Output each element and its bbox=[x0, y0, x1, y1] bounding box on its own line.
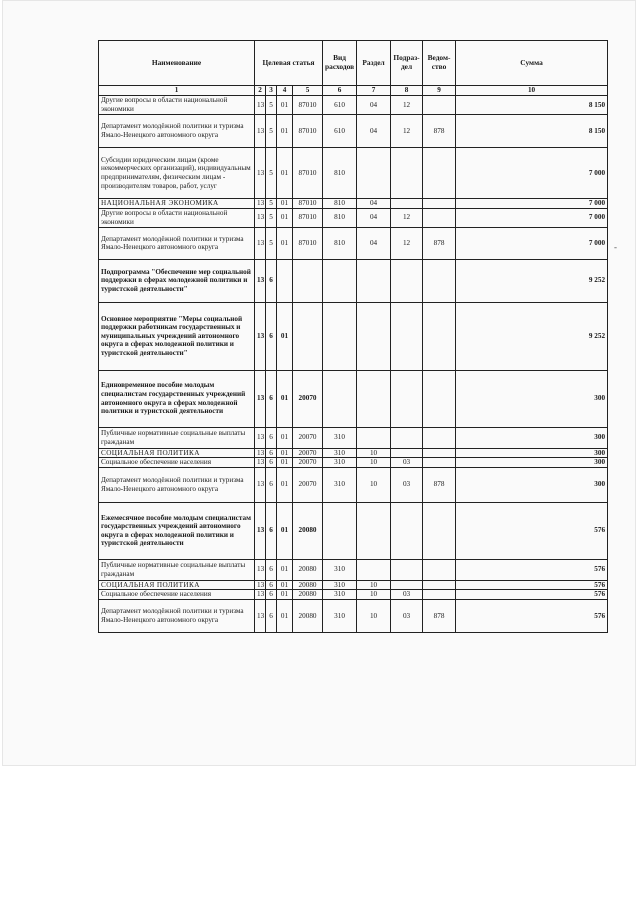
target-article-program: 13 bbox=[255, 458, 266, 468]
amount: 7 000 bbox=[456, 148, 608, 199]
target-article-subprogram: 6 bbox=[266, 302, 277, 370]
target-article-direction: 20080 bbox=[293, 502, 323, 559]
table-row bbox=[99, 427, 608, 448]
department bbox=[423, 370, 456, 427]
target-article-subprogram: 6 bbox=[266, 502, 277, 559]
target-article-direction: 87010 bbox=[293, 199, 323, 209]
target-article-subprogram: 6 bbox=[266, 467, 277, 502]
table-row bbox=[99, 458, 608, 468]
section: 04 bbox=[357, 199, 391, 209]
target-article-direction: 20070 bbox=[293, 467, 323, 502]
amount: 7 000 bbox=[456, 199, 608, 209]
expense-type: 610 bbox=[323, 115, 357, 148]
target-article-program: 13 bbox=[255, 370, 266, 427]
target-article-subprogram: 5 bbox=[266, 115, 277, 148]
target-article-program: 13 bbox=[255, 599, 266, 632]
target-article-subprogram: 5 bbox=[266, 96, 277, 115]
expense-type: 310 bbox=[323, 590, 357, 600]
target-article-activity: 01 bbox=[277, 96, 293, 115]
row-name: Департамент молодёжной политики и туризма Ямало-Ненецкого автономного округа bbox=[99, 599, 255, 632]
department bbox=[423, 302, 456, 370]
target-article-activity: 01 bbox=[277, 590, 293, 600]
target-article-direction: 20080 bbox=[293, 559, 323, 580]
department bbox=[423, 96, 456, 115]
table-row bbox=[99, 199, 608, 209]
target-article-program: 13 bbox=[255, 448, 266, 458]
target-article-subprogram: 6 bbox=[266, 599, 277, 632]
target-article-activity: 01 bbox=[277, 448, 293, 458]
department bbox=[423, 559, 456, 580]
amount: 8 150 bbox=[456, 115, 608, 148]
column-number: 5 bbox=[293, 86, 323, 96]
target-article-subprogram: 5 bbox=[266, 227, 277, 259]
table-row bbox=[99, 370, 608, 427]
target-article-direction: 20080 bbox=[293, 599, 323, 632]
section: 10 bbox=[357, 467, 391, 502]
row-name: Другие вопросы в области национальной экономики bbox=[99, 208, 255, 227]
table-row bbox=[99, 115, 608, 148]
target-article-subprogram: 6 bbox=[266, 458, 277, 468]
section: 10 bbox=[357, 590, 391, 600]
table-row bbox=[99, 227, 608, 259]
row-name: Департамент молодёжной политики и туризма Ямало-Ненецкого автономного округа bbox=[99, 115, 255, 148]
header-target-article: Целевая статья bbox=[255, 41, 323, 86]
section bbox=[357, 427, 391, 448]
target-article-subprogram: 6 bbox=[266, 580, 277, 590]
amount: 576 bbox=[456, 580, 608, 590]
department bbox=[423, 448, 456, 458]
department bbox=[423, 580, 456, 590]
subsection bbox=[391, 199, 423, 209]
target-article-program: 13 bbox=[255, 259, 266, 302]
column-number: 10 bbox=[456, 86, 608, 96]
expense-type bbox=[323, 259, 357, 302]
subsection bbox=[391, 559, 423, 580]
column-number: 3 bbox=[266, 86, 277, 96]
row-name: Департамент молодёжной политики и туризма Ямало-Ненецкого автономного округа bbox=[99, 227, 255, 259]
target-article-program: 13 bbox=[255, 467, 266, 502]
subsection: 12 bbox=[391, 115, 423, 148]
target-article-program: 13 bbox=[255, 559, 266, 580]
row-name: Социальное обеспечение населения bbox=[99, 458, 255, 468]
department bbox=[423, 259, 456, 302]
target-article-direction: 20070 bbox=[293, 448, 323, 458]
column-number: 9 bbox=[423, 86, 456, 96]
subsection bbox=[391, 148, 423, 199]
section bbox=[357, 148, 391, 199]
section: 10 bbox=[357, 580, 391, 590]
row-name: Публичные нормативные социальные выплаты гражданам bbox=[99, 427, 255, 448]
target-article-activity: 01 bbox=[277, 302, 293, 370]
subsection: 03 bbox=[391, 458, 423, 468]
section: 04 bbox=[357, 227, 391, 259]
target-article-program: 13 bbox=[255, 590, 266, 600]
target-article-direction bbox=[293, 302, 323, 370]
target-article-subprogram: 6 bbox=[266, 427, 277, 448]
subsection bbox=[391, 370, 423, 427]
amount: 300 bbox=[456, 448, 608, 458]
section bbox=[357, 370, 391, 427]
target-article-activity bbox=[277, 259, 293, 302]
row-name: Ежемесячное пособие молодым специалистам государственных учреждений автономного округа в сферах молодежной политики и туристской деятельности bbox=[99, 502, 255, 559]
amount: 300 bbox=[456, 370, 608, 427]
row-name: Социальное обеспечение населения bbox=[99, 590, 255, 600]
column-numbers-row bbox=[99, 86, 608, 96]
expense-type: 310 bbox=[323, 448, 357, 458]
target-article-activity: 01 bbox=[277, 370, 293, 427]
table-row bbox=[99, 599, 608, 632]
table-row bbox=[99, 580, 608, 590]
target-article-activity: 01 bbox=[277, 580, 293, 590]
target-article-activity: 01 bbox=[277, 227, 293, 259]
amount: 300 bbox=[456, 458, 608, 468]
expense-type: 810 bbox=[323, 148, 357, 199]
table-row bbox=[99, 559, 608, 580]
row-name: Единовременное пособие молодым специалистам государственных учреждений автономного округа в сферах молодежной политики и туристской деятельности bbox=[99, 370, 255, 427]
row-name: СОЦИАЛЬНАЯ ПОЛИТИКА bbox=[99, 580, 255, 590]
subsection: 03 bbox=[391, 467, 423, 502]
amount: 8 150 bbox=[456, 96, 608, 115]
target-article-program: 13 bbox=[255, 302, 266, 370]
target-article-direction: 87010 bbox=[293, 115, 323, 148]
target-article-direction: 20070 bbox=[293, 458, 323, 468]
amount: 9 252 bbox=[456, 302, 608, 370]
expense-type bbox=[323, 370, 357, 427]
subsection: 03 bbox=[391, 599, 423, 632]
row-name: Основное мероприятие "Меры социальной поддержки работникам государственных и муниципальных учреждений автономного округа в сферах молодежной политики и туристской деятельности" bbox=[99, 302, 255, 370]
target-article-activity: 01 bbox=[277, 148, 293, 199]
target-article-program: 13 bbox=[255, 427, 266, 448]
header-amount: Сумма bbox=[456, 41, 608, 86]
table-row bbox=[99, 96, 608, 115]
section: 10 bbox=[357, 448, 391, 458]
table-row bbox=[99, 502, 608, 559]
target-article-subprogram: 6 bbox=[266, 259, 277, 302]
target-article-direction: 20070 bbox=[293, 370, 323, 427]
target-article-activity: 01 bbox=[277, 559, 293, 580]
subsection bbox=[391, 302, 423, 370]
header-name: Наименование bbox=[99, 41, 255, 86]
amount: 7 000 bbox=[456, 227, 608, 259]
subsection bbox=[391, 259, 423, 302]
subsection: 12 bbox=[391, 208, 423, 227]
budget-table bbox=[98, 40, 608, 633]
column-number: 4 bbox=[277, 86, 293, 96]
expense-type: 810 bbox=[323, 208, 357, 227]
table-row bbox=[99, 259, 608, 302]
department bbox=[423, 148, 456, 199]
subsection bbox=[391, 580, 423, 590]
target-article-activity: 01 bbox=[277, 199, 293, 209]
amount: 9 252 bbox=[456, 259, 608, 302]
margin-mark: - bbox=[614, 242, 617, 252]
section: 04 bbox=[357, 115, 391, 148]
header-row bbox=[99, 41, 608, 86]
amount: 576 bbox=[456, 599, 608, 632]
department: 878 bbox=[423, 227, 456, 259]
amount: 576 bbox=[456, 559, 608, 580]
section bbox=[357, 502, 391, 559]
expense-type: 310 bbox=[323, 458, 357, 468]
subsection: 12 bbox=[391, 96, 423, 115]
target-article-activity: 01 bbox=[277, 599, 293, 632]
row-name: Публичные нормативные социальные выплаты гражданам bbox=[99, 559, 255, 580]
target-article-direction: 87010 bbox=[293, 227, 323, 259]
expense-type: 810 bbox=[323, 227, 357, 259]
target-article-subprogram: 6 bbox=[266, 559, 277, 580]
section bbox=[357, 259, 391, 302]
target-article-direction: 87010 bbox=[293, 96, 323, 115]
target-article-direction: 87010 bbox=[293, 208, 323, 227]
target-article-program: 13 bbox=[255, 227, 266, 259]
target-article-program: 13 bbox=[255, 580, 266, 590]
row-name: Другие вопросы в области национальной экономики bbox=[99, 96, 255, 115]
section: 10 bbox=[357, 599, 391, 632]
department: 878 bbox=[423, 115, 456, 148]
target-article-program: 13 bbox=[255, 208, 266, 227]
header-subsection: Подраз-дел bbox=[391, 41, 423, 86]
target-article-program: 13 bbox=[255, 115, 266, 148]
row-name: НАЦИОНАЛЬНАЯ ЭКОНОМИКА bbox=[99, 199, 255, 209]
table-row bbox=[99, 302, 608, 370]
department: 878 bbox=[423, 599, 456, 632]
column-number: 7 bbox=[357, 86, 391, 96]
department: 878 bbox=[423, 467, 456, 502]
target-article-direction: 20070 bbox=[293, 427, 323, 448]
header-department: Ведом-ство bbox=[423, 41, 456, 86]
target-article-program: 13 bbox=[255, 96, 266, 115]
target-article-activity: 01 bbox=[277, 115, 293, 148]
header-expense-type: Вид расходов bbox=[323, 41, 357, 86]
section: 04 bbox=[357, 208, 391, 227]
amount: 576 bbox=[456, 502, 608, 559]
column-number: 1 bbox=[99, 86, 255, 96]
target-article-subprogram: 6 bbox=[266, 590, 277, 600]
expense-type: 310 bbox=[323, 467, 357, 502]
amount: 7 000 bbox=[456, 208, 608, 227]
department bbox=[423, 208, 456, 227]
target-article-activity: 01 bbox=[277, 427, 293, 448]
expense-type: 810 bbox=[323, 199, 357, 209]
header-section: Раздел bbox=[357, 41, 391, 86]
table-row bbox=[99, 590, 608, 600]
row-name: Подпрограмма "Обеспечение мер социальной поддержки в сферах молодежной политики и туристской деятельности" bbox=[99, 259, 255, 302]
subsection bbox=[391, 502, 423, 559]
target-article-activity: 01 bbox=[277, 458, 293, 468]
target-article-program: 13 bbox=[255, 148, 266, 199]
table-row bbox=[99, 467, 608, 502]
subsection bbox=[391, 448, 423, 458]
expense-type bbox=[323, 302, 357, 370]
column-number: 6 bbox=[323, 86, 357, 96]
target-article-activity: 01 bbox=[277, 467, 293, 502]
section: 04 bbox=[357, 96, 391, 115]
expense-type: 310 bbox=[323, 559, 357, 580]
subsection: 12 bbox=[391, 227, 423, 259]
target-article-subprogram: 5 bbox=[266, 148, 277, 199]
target-article-direction: 20080 bbox=[293, 590, 323, 600]
row-name: Субсидии юридическим лицам (кроме некоммерческих организаций), индивидуальным предпринимателям, физическим лицам - производителям товаров, работ, услуг bbox=[99, 148, 255, 199]
department bbox=[423, 502, 456, 559]
section bbox=[357, 302, 391, 370]
amount: 300 bbox=[456, 427, 608, 448]
table-row bbox=[99, 448, 608, 458]
target-article-subprogram: 6 bbox=[266, 448, 277, 458]
column-number: 8 bbox=[391, 86, 423, 96]
target-article-subprogram: 5 bbox=[266, 199, 277, 209]
expense-type: 310 bbox=[323, 427, 357, 448]
target-article-subprogram: 6 bbox=[266, 370, 277, 427]
target-article-direction: 87010 bbox=[293, 148, 323, 199]
expense-type: 310 bbox=[323, 599, 357, 632]
expense-type: 610 bbox=[323, 96, 357, 115]
department bbox=[423, 427, 456, 448]
expense-type bbox=[323, 502, 357, 559]
target-article-direction: 20080 bbox=[293, 580, 323, 590]
department bbox=[423, 458, 456, 468]
target-article-subprogram: 5 bbox=[266, 208, 277, 227]
amount: 576 bbox=[456, 590, 608, 600]
target-article-activity: 01 bbox=[277, 502, 293, 559]
row-name: Департамент молодёжной политики и туризма Ямало-Ненецкого автономного округа bbox=[99, 467, 255, 502]
department bbox=[423, 590, 456, 600]
target-article-program: 13 bbox=[255, 502, 266, 559]
amount: 300 bbox=[456, 467, 608, 502]
target-article-program: 13 bbox=[255, 199, 266, 209]
subsection: 03 bbox=[391, 590, 423, 600]
target-article-activity: 01 bbox=[277, 208, 293, 227]
section: 10 bbox=[357, 458, 391, 468]
expense-type: 310 bbox=[323, 580, 357, 590]
target-article-direction bbox=[293, 259, 323, 302]
table-row bbox=[99, 208, 608, 227]
row-name: СОЦИАЛЬНАЯ ПОЛИТИКА bbox=[99, 448, 255, 458]
budget-table-container bbox=[98, 40, 607, 633]
table-row bbox=[99, 148, 608, 199]
subsection bbox=[391, 427, 423, 448]
section bbox=[357, 559, 391, 580]
budget-table-body bbox=[99, 96, 608, 633]
department bbox=[423, 199, 456, 209]
column-number: 2 bbox=[255, 86, 266, 96]
